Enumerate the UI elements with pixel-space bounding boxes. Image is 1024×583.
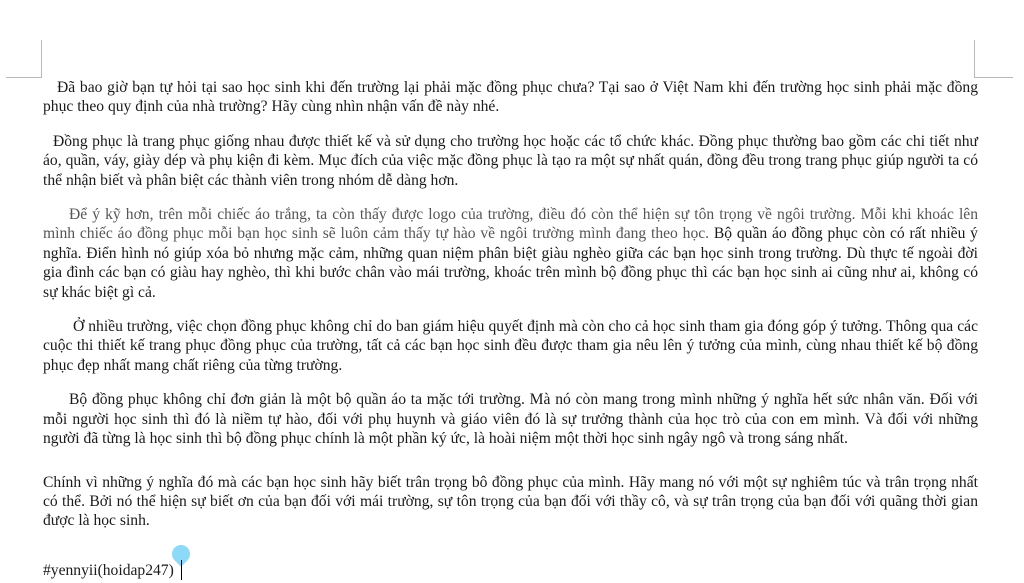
paragraph-intro: Đã bao giờ bạn tự hỏi tại sao học sinh khi đến trường lại phải mặc đồng phục chưa? Tại sao ở Việt Nam khi đến trường học sinh phải mặc đồng phục theo quy định của nhà trường? Hãy cùng nhìn nhận vấn đề này nhé. <box>43 79 978 116</box>
document-body[interactable] <box>43 78 978 531</box>
paragraph-humanity: Bộ đồng phục không chỉ đơn giản là một bộ quần áo ta mặc tới trường. Mà nó còn mang trong mình những ý nghĩa hết sức nhân văn. Đối với mỗi người học sinh thì đó là niềm tự hào, đối với phụ huynh và giáo viên đó là sự trưởng thành của học trò của con em mình. Và đối với những người đã từng là học sinh thì bộ đồng phục chính là một phần ký ức, là hoài niệm một thời học sinh ngây ngô và trong sáng nhất. <box>43 391 978 448</box>
paragraph-conclusion: Chính vì những ý nghĩa đó mà các bạn học sinh hãy biết trân trọng bô đồng phục của mình. Hãy mang nó với một sự nghiêm túc và trân trọng nhất có thể. Bởi nó thể hiện sự biết ơn của bạn đối với mái trường, sự tôn trọng của bạn đối với thầy cô, và sự trân trọng của bạn đối với quãng thời gian được là học sinh. <box>43 473 978 530</box>
paragraph-meaning-part-1: Để ý kỹ hơn, trên mỗi chiếc áo trắng, ta còn thấy được logo của trường, điều đó còn thể hiện sự tôn trọng về ngôi trường. Mỗi khi khoác lên mình chiếc áo đồng phục mỗi bạn học sinh sẽ luôn cảm thấy tự hào về ngôi trường mình đang theo học. <box>43 206 978 243</box>
paragraph-definition: Đồng phục là trang phục giống nhau được thiết kế và sử dụng cho trường học hoặc các tổ chức khác. Đồng phục thường bao gồm các chi tiết như áo, quần, váy, giày dép và phụ kiện đi kèm. Mục đích của việc mặc đồng phục là tạo ra một sự nhất quán, đồng đều trong trang phục giúp người ta có thể nhận biết và phân biệt các thành viên trong nhóm dễ dàng hơn. <box>43 132 978 189</box>
paragraph-meaning <box>43 205 978 302</box>
author-hashtag: #yennyii(hoidap247) <box>43 562 174 579</box>
paragraph-design: Ở nhiều trường, việc chọn đồng phục không chỉ do ban giám hiệu quyết định mà còn cho cả học sinh tham gia đóng góp ý tưởng. Thông qua các cuộc thi thiết kế trang phục đồng phục của trường, tất cả các bạn học sinh đều được tham gia nêu lên ý tưởng của mình, cùng nhau thiết kế bộ đồng phục đẹp nhất mang chất riêng của từng trường. <box>43 318 978 374</box>
paragraph-meaning-part-2: Bộ quần áo đồng phục còn có rất nhiều ý nghĩa. Điển hình nó giúp xóa bỏ nhưng mặc cảm, những quan niệm phân biệt giàu nghèo giữa các bạn học sinh trong trường. Dù thực tế ngoài đời gia đình các bạn có giàu hay nghèo, thì khi bước chân vào mái trường, khoác trên mình bộ đồng phục thì các bạn học sinh ai cũng như ai, không có sự khác biệt gì cả. <box>43 225 978 301</box>
text-cursor <box>181 560 182 580</box>
margin-corner-top-left <box>6 40 42 78</box>
margin-corner-top-right <box>974 40 1013 78</box>
